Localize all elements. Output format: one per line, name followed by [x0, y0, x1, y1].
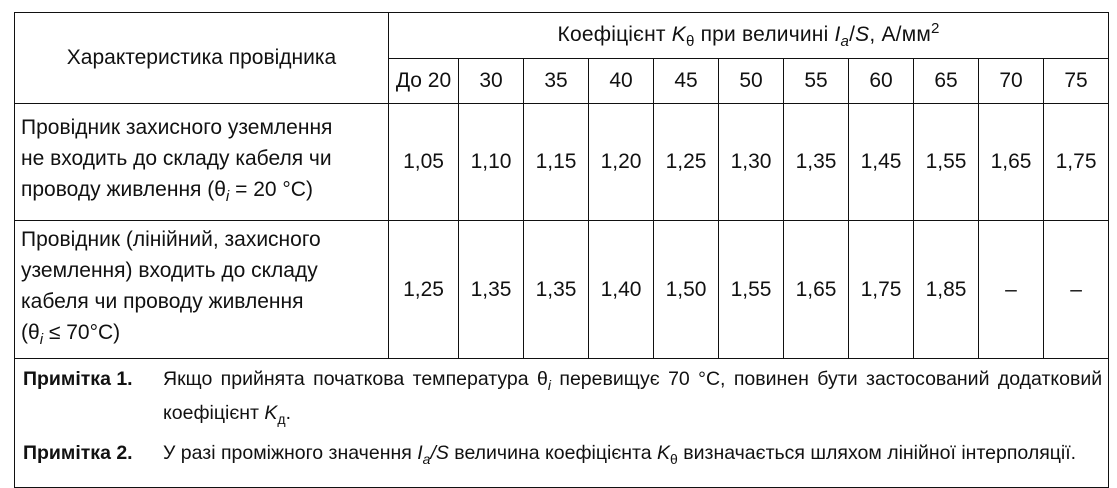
note-sub: i — [547, 377, 551, 394]
row-label-line — [21, 174, 384, 212]
row-label-line: не входить до складу кабеля чи — [21, 146, 332, 170]
row-label-tail-suffix: ≤ 70°C) — [43, 321, 121, 344]
table-cell: 1,25 — [654, 104, 719, 221]
table-cell: 1,75 — [849, 221, 914, 359]
table-cell: 1,25 — [389, 221, 459, 359]
table-cell: – — [1044, 221, 1109, 359]
ratio-slash: / — [849, 23, 856, 47]
table-cell: 1,05 — [389, 104, 459, 221]
table-cell: 1,55 — [719, 221, 784, 359]
row-label-line: уземлення) входить до складу — [21, 259, 318, 282]
header-value: 30 — [459, 58, 524, 104]
note-tag: Примітка 1. — [23, 368, 133, 391]
table-cell: 1,40 — [589, 221, 654, 359]
table-row — [15, 104, 1109, 221]
row-label-line: Провідник (лінійний, захисного — [21, 228, 321, 251]
header-value: До 20 — [389, 58, 459, 104]
note-text: визначається шляхом лінійної інтерполяції. — [677, 441, 1077, 464]
coefficient-header — [389, 13, 1109, 59]
table-cell: 1,55 — [914, 104, 979, 221]
table-cell: 1,15 — [524, 104, 589, 221]
coefficient-table — [14, 12, 1109, 488]
note-text: величина коефіцієнта — [448, 441, 658, 464]
note-symbol: /S — [430, 441, 449, 464]
row-label-tail-suffix: = 20 °C) — [229, 177, 313, 201]
note-1 — [23, 365, 1102, 433]
header-value: 75 — [1044, 58, 1109, 104]
table-cell: 1,75 — [1044, 104, 1109, 221]
table-cell: 1,50 — [654, 221, 719, 359]
coef-mid: при величині — [694, 23, 835, 47]
table-cell: 1,35 — [784, 104, 849, 221]
ratio-unit: , А/мм — [869, 23, 931, 47]
table-cell: – — [979, 221, 1044, 359]
note-sub: θ — [670, 450, 678, 467]
note-sub: a — [422, 450, 431, 467]
row-label-line: кабеля чи проводу живлення — [21, 290, 304, 313]
notes-row — [15, 359, 1109, 488]
header-value: 40 — [589, 58, 654, 104]
table-cell: 1,35 — [459, 221, 524, 359]
header-value: 70 — [979, 58, 1044, 104]
characteristic-header: Характеристика провідника — [15, 13, 389, 104]
table-cell: 1,45 — [849, 104, 914, 221]
header-value: 65 — [914, 58, 979, 104]
table-cell: 1,30 — [719, 104, 784, 221]
row-label — [15, 104, 389, 221]
note-symbol: K — [264, 402, 278, 425]
note-symbol: I — [417, 441, 423, 464]
note-sub: д — [277, 410, 286, 427]
note-text: Якщо прийнята початкова температура θ — [163, 368, 548, 391]
header-value: 45 — [654, 58, 719, 104]
note-text: . — [285, 402, 292, 425]
row-label — [15, 221, 389, 359]
row-label-line: Провідник захисного уземлення — [21, 115, 333, 139]
ratio-numerator: I — [834, 23, 841, 47]
table-cell: 1,20 — [589, 104, 654, 221]
row-label-tail-sub: i — [39, 331, 44, 349]
note-text: перевищує 70 °C, повинен бути застосований додатковий коефіцієнт — [163, 368, 1103, 425]
header-value: 60 — [849, 58, 914, 104]
ratio-denominator: S — [855, 23, 870, 47]
row-label-line — [21, 317, 384, 355]
table-cell: 1,10 — [459, 104, 524, 221]
header-value: 55 — [784, 58, 849, 104]
table-row — [15, 221, 1109, 359]
header-value: 50 — [719, 58, 784, 104]
row-label-tail-prefix: (θ — [21, 321, 40, 344]
note-symbol: K — [657, 441, 671, 464]
table-cell: 1,85 — [914, 221, 979, 359]
header-row-top — [15, 13, 1109, 59]
note-text: У разі проміжного значення — [163, 441, 418, 464]
note-tag: Примітка 2. — [23, 441, 133, 464]
ratio-unit-sup: 2 — [930, 20, 940, 38]
coef-subscript: θ — [685, 33, 695, 51]
table-cell: 1,35 — [524, 221, 589, 359]
table-cell: 1,65 — [979, 104, 1044, 221]
note-body — [163, 365, 1102, 433]
row-label-tail-prefix: проводу живлення (θ — [21, 177, 226, 201]
table-cell: 1,65 — [784, 221, 849, 359]
ratio-numerator-sub: a — [840, 33, 850, 51]
coef-symbol: K — [671, 23, 686, 47]
header-value: 35 — [524, 58, 589, 104]
notes-cell — [15, 359, 1109, 488]
coef-prefix: Коефіцієнт — [557, 23, 672, 47]
row-label-tail-sub: i — [225, 188, 230, 206]
